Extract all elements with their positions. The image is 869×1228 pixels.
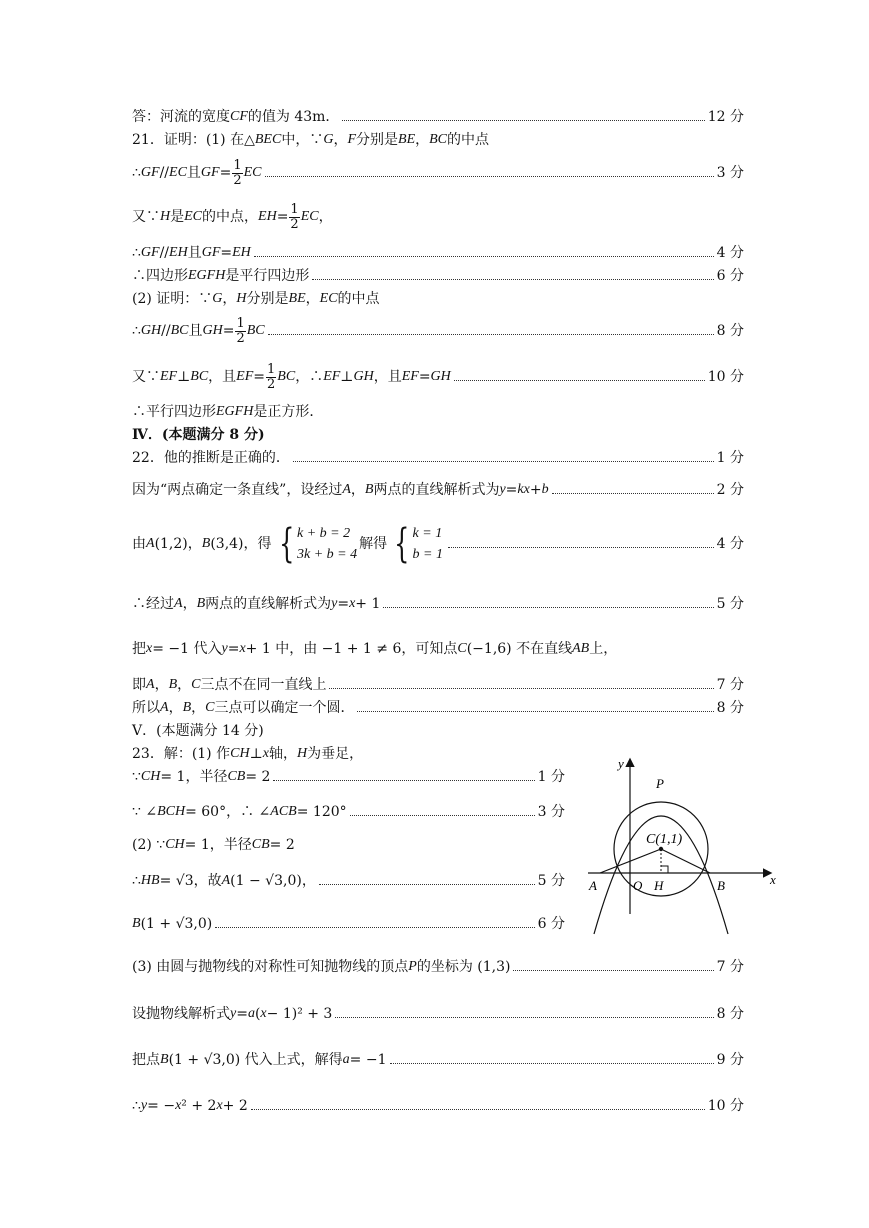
fraction xyxy=(266,363,276,392)
score: 4 分 xyxy=(716,245,744,261)
dot-leader xyxy=(319,884,535,885)
fraction xyxy=(232,159,242,188)
math-var: y xyxy=(331,596,338,611)
text: ， xyxy=(182,596,197,612)
text: ， xyxy=(177,677,192,693)
proof-line-square xyxy=(132,403,744,421)
dot-leader xyxy=(215,927,534,928)
answer-22-line-5 xyxy=(132,640,744,658)
math-var: BC xyxy=(190,369,209,384)
math-var: EC xyxy=(243,165,262,180)
equation: 3k + b = 4 xyxy=(296,547,358,562)
brace-icon: { xyxy=(394,521,410,567)
math-var: EH xyxy=(258,209,277,224)
score: 8 分 xyxy=(716,1006,744,1022)
dot-leader xyxy=(293,461,714,462)
text: ，且 xyxy=(208,369,237,385)
score: 4 分 xyxy=(716,536,744,552)
math-var: G xyxy=(212,291,223,306)
math-var: y xyxy=(221,641,228,656)
math-var: C xyxy=(457,641,467,656)
text: 由 xyxy=(132,536,146,552)
text: ∴ xyxy=(132,323,141,339)
math-var: H xyxy=(296,746,308,761)
score: 9 分 xyxy=(716,1052,744,1068)
circle-parabola-figure xyxy=(580,752,790,942)
answer-23-line-7 xyxy=(132,958,744,976)
text: // xyxy=(159,165,170,181)
answer-22-line-7 xyxy=(132,699,744,717)
text: ∴ xyxy=(132,165,141,181)
text: ，∴ xyxy=(295,369,324,385)
math-var: ACB xyxy=(270,804,297,819)
section-v-heading xyxy=(132,722,744,740)
math-var: x xyxy=(239,641,246,656)
math-var: B xyxy=(201,536,211,551)
math-var: GH xyxy=(202,323,223,338)
score: 6 分 xyxy=(716,268,744,284)
math-var: AB xyxy=(572,641,590,656)
math-var: A xyxy=(342,482,351,497)
text: ， xyxy=(168,700,183,716)
math-var: B xyxy=(182,700,192,715)
dot-leader xyxy=(552,493,714,494)
math-var: EC xyxy=(169,165,187,180)
denominator: 2 xyxy=(233,172,242,188)
math-var: BE xyxy=(288,291,306,306)
text: + 1 中，由 −1 + 1 ≠ 6，可知点 xyxy=(245,641,458,657)
solution-system xyxy=(389,523,443,565)
equation: k + b = 2 xyxy=(296,526,351,541)
answer-line-river-width xyxy=(132,108,744,126)
text: = xyxy=(222,323,235,339)
text: = 60°，∴ ∠ xyxy=(185,804,271,820)
score: 2 分 xyxy=(716,482,744,498)
math-var: CB xyxy=(227,769,246,784)
denominator: 2 xyxy=(267,376,276,392)
text: + xyxy=(529,482,542,498)
text: (3,4)，得 xyxy=(210,536,272,552)
proof-part-2-heading xyxy=(132,290,744,308)
math-var: B xyxy=(364,482,374,497)
text: = −1 代入 xyxy=(152,641,222,657)
text: ( xyxy=(254,1006,261,1022)
text: 设抛物线解析式 xyxy=(132,1006,230,1022)
score: 5 分 xyxy=(716,596,744,612)
text: 为垂足， xyxy=(307,746,364,762)
text: (1 + √3,0) xyxy=(140,916,213,932)
text: 的中点， xyxy=(202,209,259,225)
math-var: x xyxy=(260,1006,267,1021)
dot-leader xyxy=(273,780,534,781)
math-var: GH xyxy=(140,323,162,338)
proof-line-parallelogram xyxy=(132,267,744,285)
dot-leader xyxy=(357,711,713,712)
dot-leader xyxy=(265,176,714,177)
text: ， xyxy=(191,700,206,716)
math-var: EF xyxy=(323,369,341,384)
proof-line-gf-parallel-eh xyxy=(132,244,744,262)
score: 1 分 xyxy=(537,769,565,785)
text: Ⅳ．(本题满分 8 分) xyxy=(132,427,265,443)
dot-leader xyxy=(312,279,713,280)
answer-23-line-6 xyxy=(132,915,565,933)
dot-leader xyxy=(390,1063,714,1064)
math-var: A xyxy=(146,536,155,551)
math-var: BC xyxy=(429,132,448,147)
text: ，且 xyxy=(373,369,402,385)
math-var: BC xyxy=(170,323,189,338)
math-var: BC xyxy=(277,369,296,384)
text: ∴平行四边形 xyxy=(132,404,216,420)
dot-leader xyxy=(251,1109,705,1110)
text: = 1，半径 xyxy=(184,837,252,853)
text: 两点的直线解析式为 xyxy=(373,482,500,498)
proof-21-heading xyxy=(132,131,744,149)
text: ∵ ∠ xyxy=(132,804,158,820)
math-var: GH xyxy=(430,369,451,384)
text: ， xyxy=(154,677,169,693)
math-var: EC xyxy=(184,209,203,224)
score: 1 分 xyxy=(716,450,744,466)
text: ∵ xyxy=(132,769,141,785)
math-var: A xyxy=(146,677,155,692)
dot-leader xyxy=(268,334,714,335)
math-var: A xyxy=(174,596,183,611)
numerator: 1 xyxy=(233,157,242,173)
label-y: y xyxy=(618,756,624,771)
dot-leader xyxy=(329,688,713,689)
math-var: EF xyxy=(401,369,419,384)
answer-23-line-3 xyxy=(132,803,565,821)
text: (1 + √3,0) 代入上式，解得 xyxy=(168,1052,343,1068)
proof-line-gf-parallel-ec xyxy=(132,158,744,188)
answer-23-line-2 xyxy=(132,768,565,786)
math-var: GF xyxy=(201,245,221,260)
text: = 1，半径 xyxy=(160,769,228,785)
score: 6 分 xyxy=(537,916,565,932)
math-var: G xyxy=(323,132,334,147)
text: ， xyxy=(318,209,333,225)
label-h: H xyxy=(654,878,664,893)
dot-leader xyxy=(513,970,713,971)
math-var: BCH xyxy=(157,804,186,819)
math-var: CB xyxy=(251,837,270,852)
math-var: EC xyxy=(319,291,338,306)
dot-leader xyxy=(448,547,714,548)
text: ⊥ xyxy=(177,369,191,385)
math-var: y xyxy=(230,1006,237,1021)
fraction xyxy=(289,203,299,232)
math-var: BC xyxy=(246,323,265,338)
math-var: A xyxy=(160,700,169,715)
denominator: 2 xyxy=(236,330,245,346)
text: 且 xyxy=(188,323,203,339)
math-var: GF xyxy=(140,245,160,260)
dot-leader xyxy=(454,380,705,381)
answer-22-line-4 xyxy=(132,595,744,613)
label-x: x xyxy=(770,872,776,887)
text: ∴ xyxy=(132,1098,141,1114)
math-var: CF xyxy=(230,109,248,124)
text: = xyxy=(253,369,266,385)
text: ， xyxy=(222,291,237,307)
text: 22．他的推断是正确的． xyxy=(132,450,290,466)
answer-23-line-10 xyxy=(132,1097,744,1115)
math-var: F xyxy=(347,132,357,147)
label-a: A xyxy=(589,878,597,893)
text: 轴， xyxy=(268,746,297,762)
math-var: GF xyxy=(200,165,220,180)
dot-leader xyxy=(383,607,713,608)
text: 把点 xyxy=(132,1052,160,1068)
text: // xyxy=(159,245,170,261)
point-c xyxy=(659,847,663,851)
math-var: GH xyxy=(353,369,374,384)
math-var: EH xyxy=(169,245,188,260)
answer-23-line-4 xyxy=(132,836,565,854)
numerator: 1 xyxy=(267,361,276,377)
text: = xyxy=(505,482,518,498)
text: 三点可以确定一个圆． xyxy=(214,700,355,716)
text: = xyxy=(227,641,240,657)
answer-23-line-8 xyxy=(132,1005,744,1023)
score: 3 分 xyxy=(537,804,565,820)
text: (−1,6) 不在直线 xyxy=(466,641,573,657)
text: 上， xyxy=(589,641,618,657)
text: 因为“两点确定一条直线”，设经过 xyxy=(132,482,343,498)
dot-leader xyxy=(350,815,535,816)
math-var: C xyxy=(191,677,201,692)
text: = −1 xyxy=(349,1052,387,1068)
text: ∴ xyxy=(132,245,141,261)
text: 的坐标为 (1,3) xyxy=(416,959,511,975)
math-var: H xyxy=(160,209,171,224)
math-var: B xyxy=(160,1052,169,1067)
score: 8 分 xyxy=(716,700,744,716)
proof-line-gh-parallel-bc xyxy=(132,316,744,346)
text: = xyxy=(236,1006,248,1022)
text: 又∵ xyxy=(132,209,160,225)
math-var: C xyxy=(205,700,215,715)
math-var: P xyxy=(408,959,417,974)
text: = 2 xyxy=(269,837,295,853)
text: ， xyxy=(350,482,365,498)
text: ∴ xyxy=(132,873,141,889)
fraction xyxy=(235,317,245,346)
text: 分别是 xyxy=(246,291,289,307)
math-var: CH xyxy=(140,769,161,784)
equation: k = 1 xyxy=(412,526,443,541)
math-var: B xyxy=(132,916,141,931)
text: ， xyxy=(415,132,430,148)
score: 7 分 xyxy=(716,677,744,693)
text: + 2 xyxy=(222,1098,248,1114)
text: 两点的直线解析式为 xyxy=(205,596,332,612)
math-var: GF xyxy=(140,165,160,180)
score: 5 分 xyxy=(537,873,565,889)
text: ， xyxy=(333,132,348,148)
text: + 1 xyxy=(355,596,381,612)
score: 8 分 xyxy=(716,323,744,339)
math-var: EGFH xyxy=(216,404,254,419)
score: 3 分 xyxy=(716,165,744,181)
text: // xyxy=(161,323,171,339)
math-var: B xyxy=(196,596,206,611)
text: 且 xyxy=(186,165,201,181)
text: 的中点 xyxy=(337,291,380,307)
math-var: B xyxy=(168,677,178,692)
math-var: kx xyxy=(517,482,530,497)
text: ⊥ xyxy=(249,746,263,762)
answer-22-system-line xyxy=(132,521,744,567)
numerator: 1 xyxy=(236,315,245,331)
math-var: a xyxy=(247,1006,255,1021)
text: 所以 xyxy=(132,700,160,716)
text: ⊥ xyxy=(340,369,354,385)
math-var: BE xyxy=(398,132,416,147)
equation: b = 1 xyxy=(412,547,443,562)
text: ² + 2 xyxy=(181,1098,217,1114)
math-var: CH xyxy=(165,837,185,852)
text: ∴经过 xyxy=(132,596,174,612)
text: 是正方形． xyxy=(253,404,324,420)
math-var: A xyxy=(221,873,231,888)
math-var: EGFH xyxy=(188,268,226,283)
text: 解得 xyxy=(359,536,388,552)
text: 的中点 xyxy=(447,132,490,148)
text: = 2 xyxy=(245,769,271,785)
math-var: EF xyxy=(160,369,178,384)
text: = xyxy=(337,596,350,612)
text: 且 xyxy=(187,245,202,261)
math-var: H xyxy=(236,291,247,306)
text: − 1)² + 3 xyxy=(266,1006,333,1022)
math-var: b xyxy=(541,482,549,497)
text: 中，∵ xyxy=(281,132,324,148)
answer-22-line-1 xyxy=(132,449,744,467)
text: = xyxy=(418,369,431,385)
label-b: B xyxy=(717,878,725,893)
text: (1,2)， xyxy=(154,536,202,552)
math-var: y xyxy=(499,482,506,497)
equation-system xyxy=(274,523,358,565)
text: 是平行四边形 xyxy=(225,268,310,284)
math-var: EC xyxy=(300,209,319,224)
text: 即 xyxy=(132,677,146,693)
math-var: CH xyxy=(230,746,250,761)
score: 10 分 xyxy=(707,1098,744,1114)
answer-22-line-2 xyxy=(132,481,744,499)
text: 把 xyxy=(132,641,146,657)
text: = √3，故 xyxy=(159,873,222,889)
right-angle-mark xyxy=(661,866,668,873)
label-o: O xyxy=(633,878,643,893)
text: 23．解：(1) 作 xyxy=(132,746,231,762)
text: = xyxy=(276,209,289,225)
math-var: HB xyxy=(140,873,160,888)
dot-leader xyxy=(254,256,714,257)
text: 分别是 xyxy=(356,132,399,148)
text: = 120° xyxy=(296,804,347,820)
score: 7 分 xyxy=(716,959,744,975)
numerator: 1 xyxy=(290,201,299,217)
math-var: x xyxy=(262,746,269,761)
text: = − xyxy=(147,1098,176,1114)
label-c: C(1,1) xyxy=(646,832,683,847)
section-iv-heading xyxy=(132,426,744,444)
brace-icon: { xyxy=(278,521,294,567)
proof-line-ef-perp-gh xyxy=(132,362,744,392)
text: ∴四边形 xyxy=(132,268,188,284)
text: 答：河流的宽度 xyxy=(132,109,230,125)
math-var: y xyxy=(140,1098,148,1113)
text: (1 − √3,0)， xyxy=(230,873,316,889)
text: = xyxy=(219,165,232,181)
proof-line-h-midpoint xyxy=(132,202,744,232)
math-var: EF xyxy=(236,369,254,384)
text: 是 xyxy=(170,209,185,225)
math-var: x xyxy=(146,641,153,656)
text: 的值为 43m． xyxy=(247,109,340,125)
math-var: EH xyxy=(232,245,251,260)
answer-22-line-6 xyxy=(132,676,744,694)
text: 三点不在同一直线上 xyxy=(200,677,327,693)
text: Ⅴ．(本题满分 14 分) xyxy=(132,723,264,739)
dot-leader xyxy=(342,120,704,121)
answer-23-line-5 xyxy=(132,872,565,890)
math-var: a xyxy=(342,1052,350,1067)
text: = xyxy=(220,245,233,261)
answer-23-line-9 xyxy=(132,1051,744,1069)
text: (3) 由圆与抛物线的对称性可知抛物线的顶点 xyxy=(132,959,409,975)
text: ， xyxy=(305,291,320,307)
math-var: x xyxy=(216,1098,223,1113)
text: 又∵ xyxy=(132,369,160,385)
math-var: x xyxy=(175,1098,182,1113)
text: (2) ∵ xyxy=(132,837,166,853)
text: (2) 证明：∵ xyxy=(132,291,213,307)
label-p: P xyxy=(656,776,664,791)
dot-leader xyxy=(335,1017,713,1018)
text: 21．证明：(1) 在△ xyxy=(132,132,255,148)
math-var: BEC xyxy=(254,132,282,147)
math-var: x xyxy=(349,596,356,611)
denominator: 2 xyxy=(290,216,299,232)
score: 10 分 xyxy=(707,369,744,385)
score: 12 分 xyxy=(707,109,744,125)
